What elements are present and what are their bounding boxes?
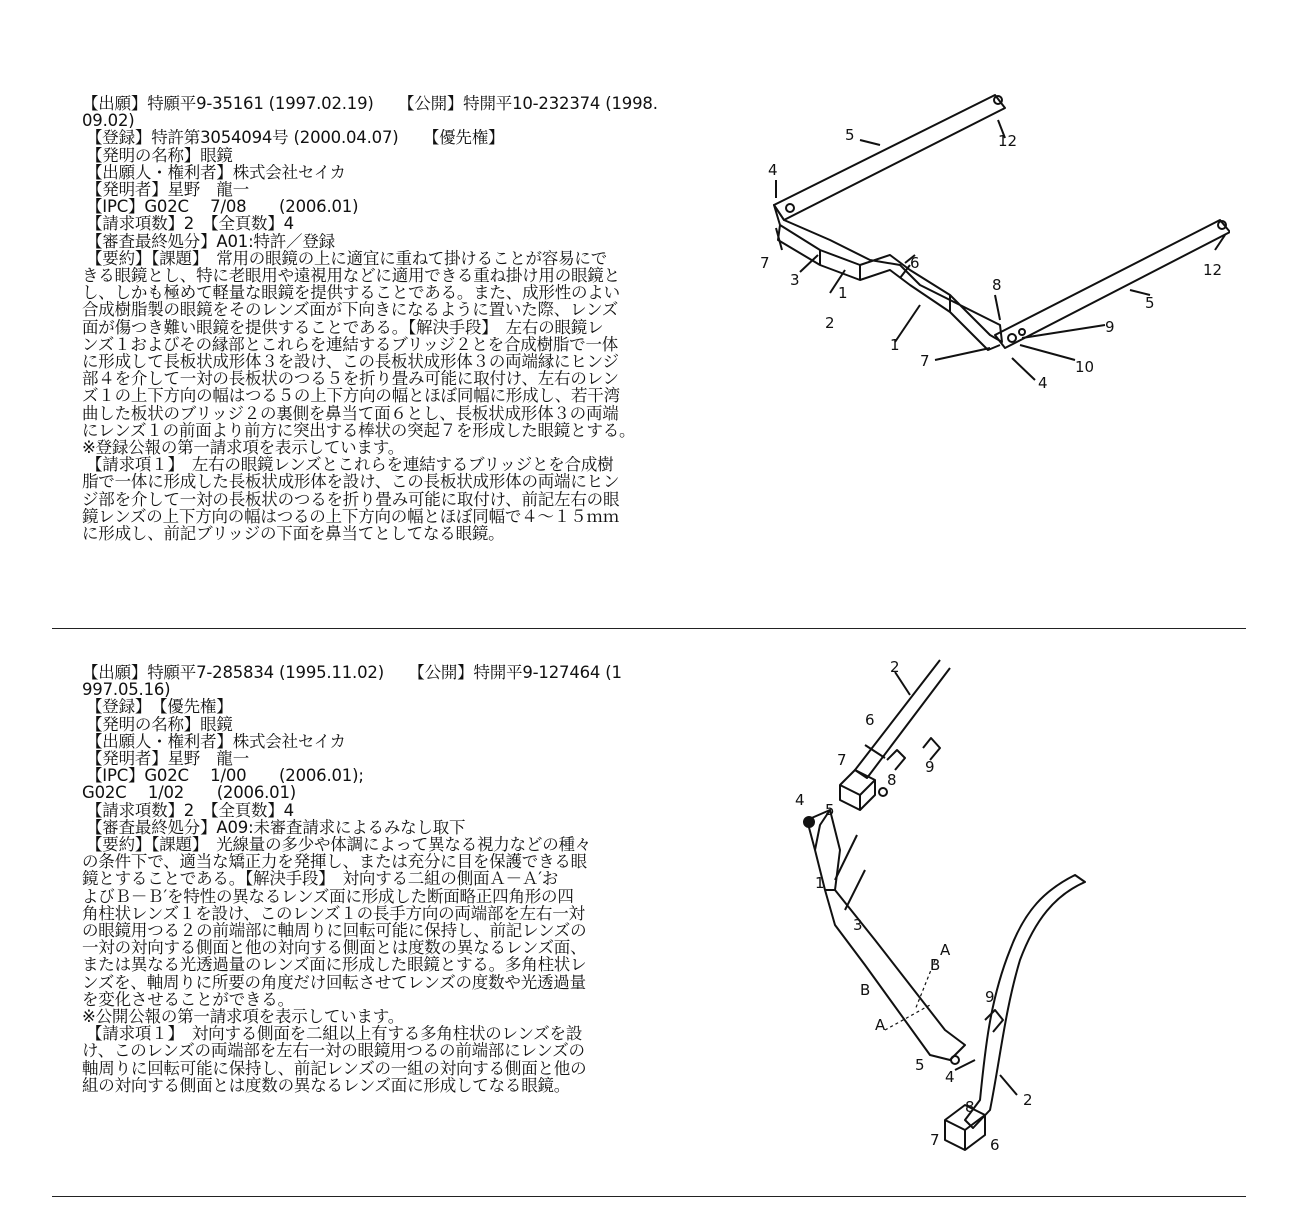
abstract-line: 角柱状レンズ１を設け、このレンズ１の長手方向の両端部を左右一対 [82, 903, 585, 923]
lens-bar [774, 205, 1002, 342]
abstract-line: ンズ１およびその縁部とこれらを連結するブリッジ２とを合成樹脂で一体 [82, 334, 619, 354]
figure-label: 9 [925, 758, 935, 776]
notice-line: ※公開公報の第一請求項を表示しています。 [82, 1007, 405, 1027]
abstract-line: きる眼鏡とし、特に老眼用や遠視用などに適用できる重ね掛け用の眼鏡と [82, 266, 620, 286]
figure-label: 5 [825, 801, 835, 819]
abstract-line: 部４を介して一対の長板状のつる５を折り畳み可能に取付け、左右のレン [82, 369, 619, 389]
inventor-line: 【発明者】星野 龍一 [86, 749, 250, 769]
claim-line: 【請求項１】 対向する側面を二組以上有する多角柱状のレンズを設 [86, 1024, 583, 1044]
figure-label: 7 [760, 254, 770, 272]
figure-label: 9 [1105, 318, 1115, 336]
abstract-line: 【要約】【課題】 常用の眼鏡の上に適宜に重ねて掛けることが容易にで [86, 248, 607, 268]
claims-count-line: 【請求項数】2 【全頁数】4 [86, 214, 294, 234]
inventor-line: 【発明者】星野 龍一 [86, 180, 250, 200]
figure-label: 10 [1075, 358, 1095, 376]
claims-count-line: 【請求項数】2 【全頁数】4 [86, 800, 294, 820]
header-line-cont: 997.05.16) [82, 680, 171, 700]
ipc-line-cont: G02C 1/02 (2006.01) [82, 783, 297, 803]
figure-label: 8 [965, 1098, 975, 1116]
abstract-line: ンズを、軸周りに所要の角度だけ回転させてレンズの度数や光透過量 [82, 972, 586, 992]
claim-line: に形成し、前記ブリッジの下面を鼻当てとしてなる眼鏡。 [82, 524, 505, 544]
figure-label: 2 [825, 314, 835, 332]
abstract-line: 合成樹脂製の眼鏡をそのレンズ面が下向きになるように置いた際、レンズ [82, 300, 619, 320]
figure-label: 7 [837, 751, 847, 769]
figure-label: 1 [815, 874, 825, 892]
figure-label: 12 [998, 132, 1018, 150]
figure-label: 6 [990, 1136, 1000, 1154]
figure-label: 4 [795, 791, 805, 809]
figure-label: A [875, 1016, 886, 1034]
figure-label: 7 [930, 1131, 940, 1149]
registration-line: 【登録】 【優先権】 [86, 697, 233, 717]
figure-label: 9 [985, 988, 995, 1006]
figure-1-eyeglasses [760, 80, 1230, 410]
abstract-line: ズ１の上下方向の幅はつる５の上下方向の幅とほぼ同幅に形成し、若干湾 [82, 386, 620, 406]
applicant-line: 【出願人・権利者】株式会社セイカ [86, 731, 346, 751]
figure-label: A [940, 941, 951, 959]
abstract-line: または異なる光透過量のレンズ面に形成した眼鏡とする。多角柱状レ [82, 955, 587, 975]
claim-line: 鏡レンズの上下方向の幅はつるの上下方向の幅とほぼ同幅で４～１５ｍｍ [82, 506, 619, 526]
claim-line: 脂で一体に形成した長板状成形体を設け、この長板状成形体の両端にヒン [82, 472, 620, 492]
title-line: 【発明の名称】眼鏡 [86, 714, 233, 734]
figure-label: B [860, 981, 871, 999]
patent-entry-2 [82, 664, 752, 1094]
left-temple [774, 95, 1005, 220]
abstract-line: 一対の対向する側面と他の対向する側面とは度数の異なるレンズ面、 [82, 938, 587, 958]
registration-line: 【登録】特許第3054094号 (2000.04.07) 【優先権】 [86, 128, 505, 148]
claim-line: ジ部を介して一対の長板状のつるを折り畳み可能に取付け、前記左右の眼 [82, 489, 620, 509]
figure-label: B [930, 956, 941, 974]
figure-label: 4 [1038, 374, 1048, 392]
figure-label: 1 [838, 284, 848, 302]
final-disposition-line: 【審査最終処分】A09:未審査請求によるみなし取下 [86, 817, 466, 837]
abstract-line: し、しかも極めて軽量な眼鏡を提供することである。また、成形性のよい [82, 283, 620, 303]
figure-label: 2 [1023, 1091, 1033, 1109]
abstract-line: よびＢ－Ｂ′を特性の異なるレンズ面に形成した断面略正四角形の四 [82, 886, 574, 906]
figure-label: 12 [1203, 261, 1223, 279]
abstract-line: の条件下で、適当な矯正力を発揮し、または充分に目を保護できる眼 [82, 852, 587, 872]
claim-line: 組の対向する側面とは度数の異なるレンズ面に形成してなる眼鏡。 [82, 1075, 571, 1095]
figure-label: 3 [853, 916, 863, 934]
separator-rule [52, 1196, 1246, 1197]
prism-lens [807, 810, 965, 1060]
header-line: 【出願】特願平9-35161 (1997.02.19) 【公開】特開平10-232374 (1998. [82, 94, 658, 113]
figure-label: 8 [992, 276, 1002, 294]
abstract-line: にレンズ１の前面より前方に突出する棒状の突起７を形成した眼鏡とする。 [82, 420, 636, 440]
figure-label: 5 [1145, 294, 1155, 312]
applicant-line: 【出願人・権利者】株式会社セイカ [86, 162, 346, 182]
notice-line: ※登録公報の第一請求項を表示しています。 [82, 438, 405, 458]
header-line-cont: 09.02) [82, 111, 135, 131]
patent-entry-1 [82, 95, 752, 542]
figure-label: 5 [915, 1056, 925, 1074]
abstract-line: に形成して長板状成形体３を設け、この長板状成形体３の両端縁にヒンジ [82, 352, 619, 372]
separator-rule [52, 628, 1246, 629]
ipc-line: 【IPC】G02C 1/00 (2006.01); [86, 766, 364, 786]
figure-label: 4 [945, 1068, 955, 1086]
figure-label: 6 [910, 254, 920, 272]
figure-label: 2 [890, 658, 900, 676]
figure-label: 5 [845, 126, 855, 144]
header-line: 【出願】特願平7-285834 (1995.11.02) 【公開】特開平9-127464 (1 [82, 663, 622, 682]
abstract-line: 曲した板状のブリッジ２の裏側を鼻当て面６とし、長板状成形体３の両端 [82, 403, 619, 423]
figure-2-prism-lens-glasses [795, 650, 1095, 1180]
claim-line: 軸周りに回転可能に保持し、前記レンズの一組の対向する側面と他の [82, 1058, 587, 1078]
figure-label: 8 [887, 771, 897, 789]
abstract-line: 【要約】【課題】 光線量の多少や体調によって異なる視力などの種々 [86, 835, 592, 855]
figure-label: 4 [768, 161, 778, 179]
title-line: 【発明の名称】眼鏡 [86, 145, 233, 165]
claim-line: 【請求項１】 左右の眼鏡レンズとこれらを連結するブリッジとを合成樹 [86, 455, 614, 475]
abstract-line: の眼鏡用つる２の前端部に軸周りに回転可能に保持し、前記レンズの [82, 921, 587, 941]
figure-label: 3 [790, 271, 800, 289]
abstract-line: 鏡とすることである。【解決手段】 対向する二組の側面Ａ－Ａ′お [82, 869, 559, 889]
figure-label: 1 [890, 336, 900, 354]
final-disposition-line: 【審査最終処分】A01:特許／登録 [86, 231, 335, 251]
figure-label: 7 [920, 352, 930, 370]
abstract-line: 面が傷つき難い眼鏡を提供することである。【解決手段】 左右の眼鏡レ [82, 317, 604, 337]
claim-line: け、このレンズの両端部を左右一対の眼鏡用つるの前端部にレンズの [82, 1041, 585, 1061]
figure-label: 6 [865, 711, 875, 729]
ipc-line: 【IPC】G02C 7/08 (2006.01) [86, 197, 359, 217]
abstract-line: を変化させることができる。 [82, 989, 294, 1009]
